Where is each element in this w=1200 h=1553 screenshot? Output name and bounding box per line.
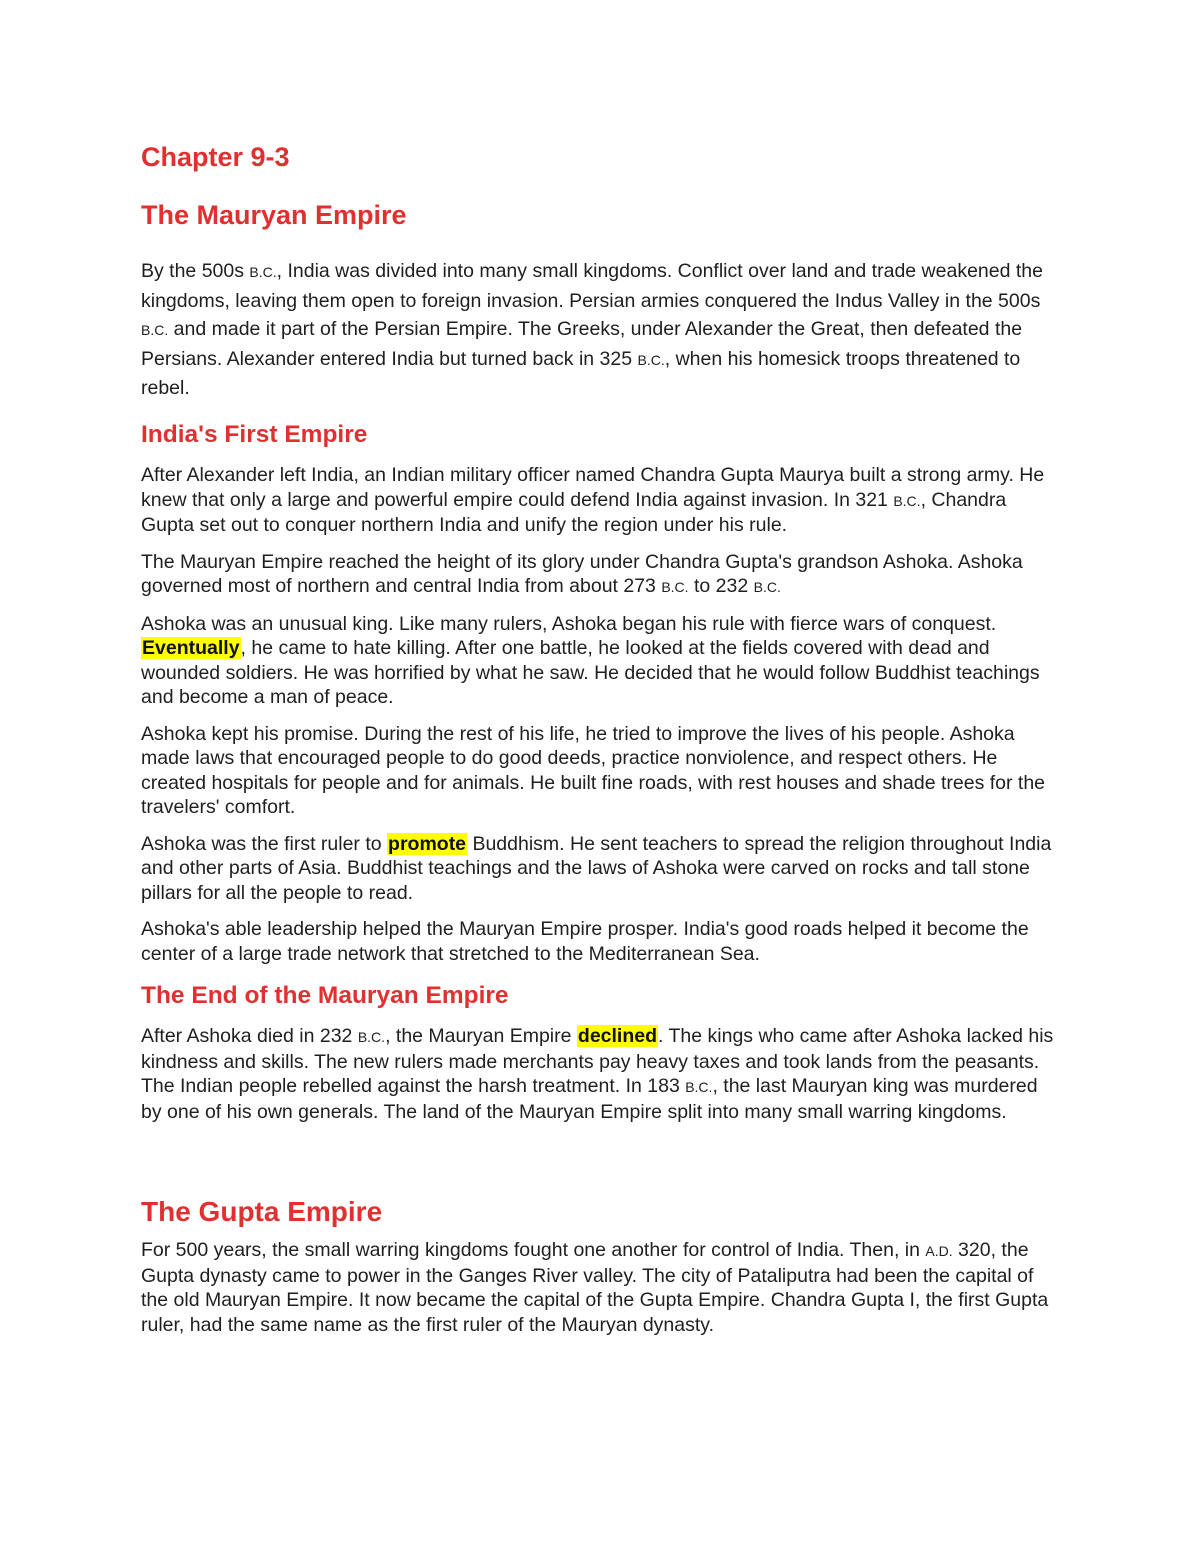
chapter-heading: Chapter 9-3: [141, 142, 290, 172]
section-heading: India's First Empire: [141, 421, 368, 448]
paragraph: Ashoka was the first ruler to promote Buddhism. He sent teachers to spread the religion throughout India and other parts of Asia. Buddhist teachings and the laws of Ashoka were carved on rocks and tall stone pillars for all the people to read.: [141, 832, 1052, 904]
section-heading: The Gupta Empire: [141, 1196, 383, 1227]
section-gupta-empire: [141, 1196, 1056, 1337]
highlighted-term: promote: [388, 832, 467, 855]
paragraph: Ashoka kept his promise. During the rest of his life, he tried to improve the lives of his people. Ashoka made laws that encouraged people to do good deeds, practice nonviolence, and respect others. He created hospitals for people and for animals. He built fine roads, with rest houses and shade trees for the travelers' comfort.: [141, 722, 1046, 818]
paragraph: Ashoka was an unusual king. Like many rulers, Ashoka began his rule with fierce wars of conquest. Eventually, he came to hate killing. After one battle, he looked at the fields covered with dead and wounded soldiers. He was horrified by what he saw. He decided that he would follow Buddhist teachings and become a man of peace.: [141, 612, 1040, 708]
section-heading: The End of the Mauryan Empire: [141, 982, 509, 1009]
paragraph: After Alexander left India, an Indian military officer named Chandra Gupta Maurya built a strong army. He knew that only a large and powerful empire could defend India against invasion. In 321 B.C., Chandra Gupta set out to conquer northern India and unify the region under his rule.: [141, 464, 1045, 536]
highlighted-term: Eventually: [142, 637, 240, 659]
section-indias-first-empire: [141, 421, 1056, 966]
section-end-of-mauryan-empire: [141, 982, 1056, 1124]
paragraph: The Mauryan Empire reached the height of its glory under Chandra Gupta's grandson Ashoka. Ashoka governed most of northern and central India from about 273 B.C. to 232 B.C.: [141, 550, 1023, 597]
highlighted-term: declined: [577, 1025, 658, 1047]
intro-paragraph: By the 500s B.C., India was divided into many small kingdoms. Conflict over land and trade weakened the kingdoms, leaving them open to foreign invasion. Persian armies conquered the Indus Valley in the 500s B.C. and made it part of the Persian Empire. The Greeks, under Alexander the Great, then defeated the Persians. Alexander entered India but turned back in 325 B.C., when his homesick troops threatened to rebel.: [141, 260, 1043, 400]
paragraph: Ashoka's able leadership helped the Mauryan Empire prosper. India's good roads helped it become the center of a large trade network that stretched to the Mediterranean Sea.: [141, 918, 1029, 965]
paragraph: After Ashoka died in 232 B.C., the Mauryan Empire declined. The kings who came after Ashoka lacked his kindness and skills. The new rulers made merchants pay heavy taxes and took lands from the peasants. The Indian people rebelled against the harsh treatment. In 183 B.C., the last Mauryan king was murdered by one of his own generals. The land of the Mauryan Empire split into many small warring kingdoms.: [141, 1025, 1054, 1123]
paragraph: For 500 years, the small warring kingdoms fought one another for control of India. Then, in A.D. 320, the Gupta dynasty came to power in the Ganges River valley. The city of Pataliputra had been the capital of the old Mauryan Empire. It now became the capital of the Gupta Empire. Chandra Gupta I, the first Gupta ruler, had the same name as the first ruler of the Mauryan dynasty.: [141, 1239, 1049, 1336]
page-title: The Mauryan Empire: [141, 200, 407, 230]
